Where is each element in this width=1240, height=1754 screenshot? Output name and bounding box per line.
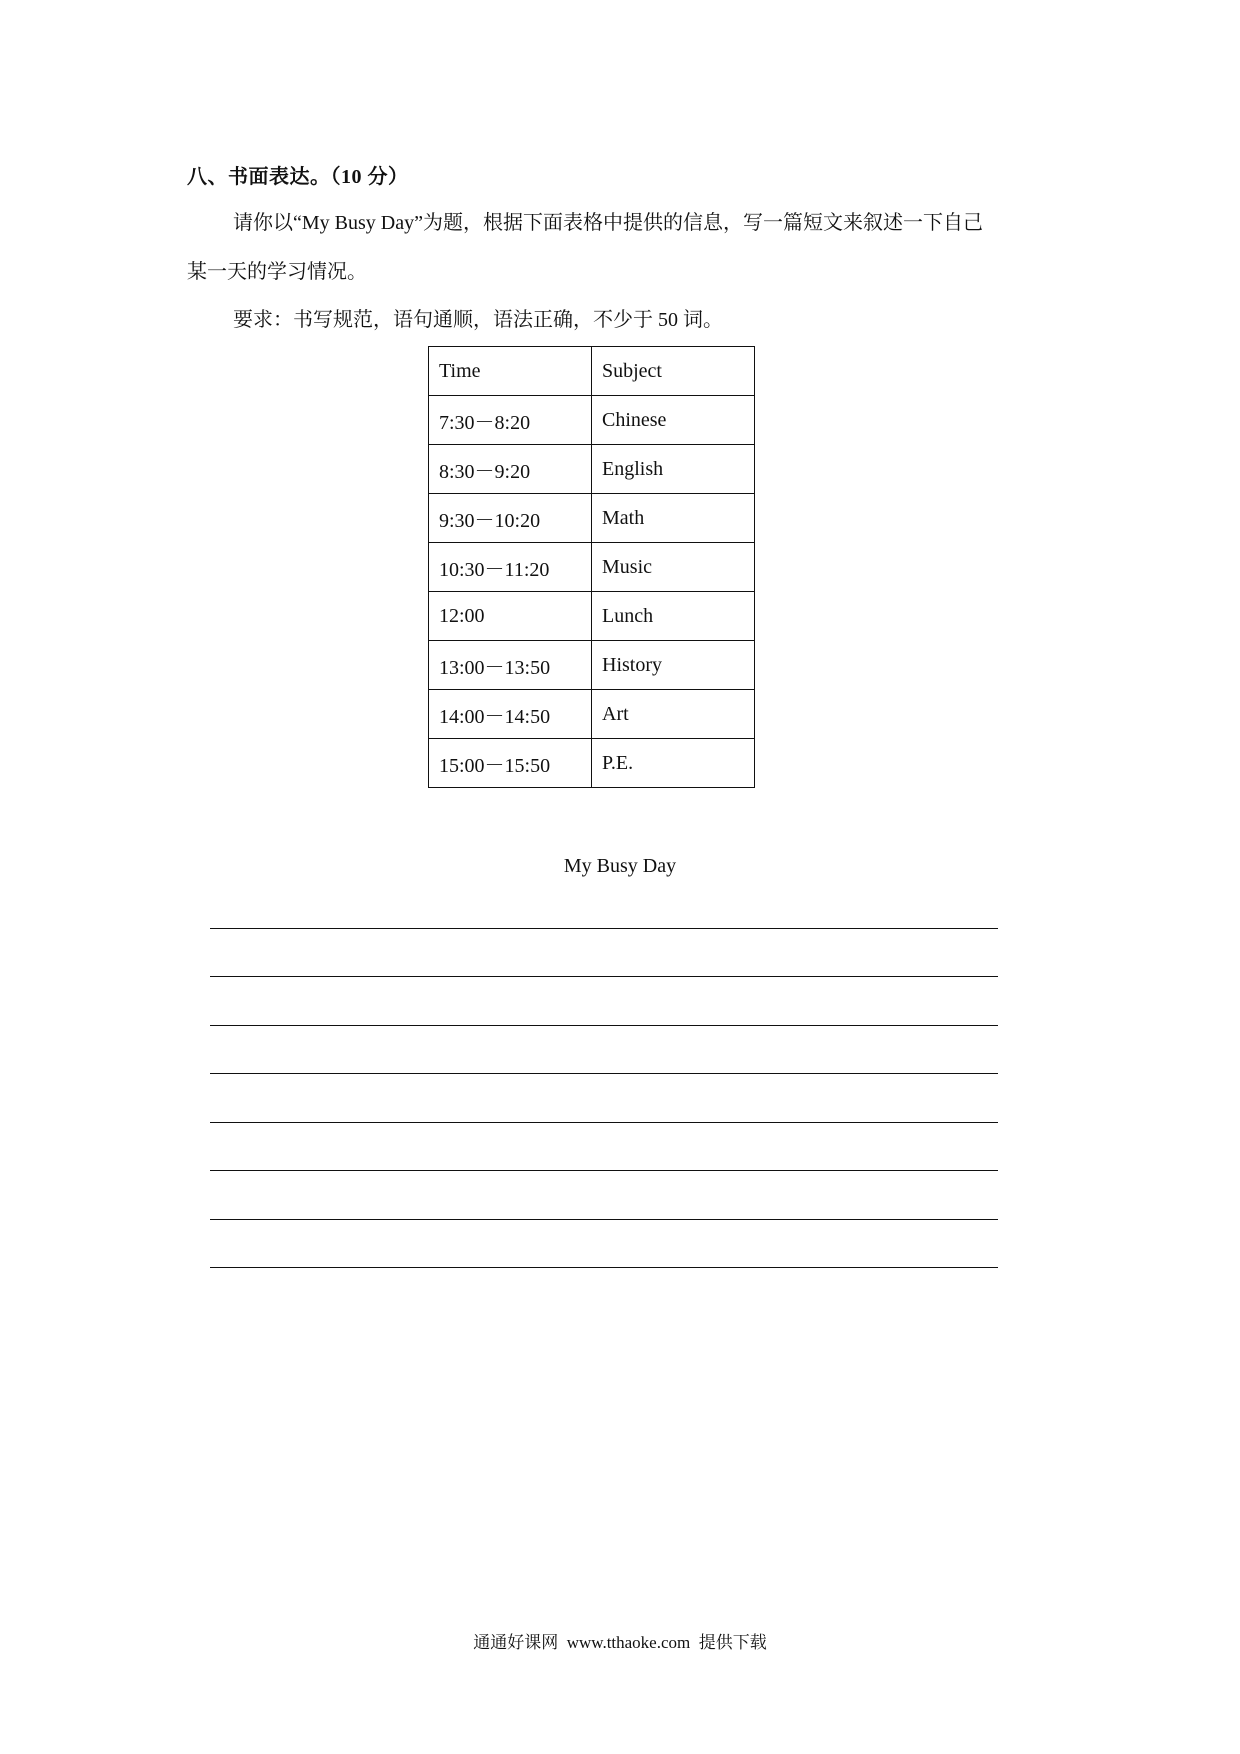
subject-cell: History xyxy=(592,641,755,690)
writing-line xyxy=(210,1171,998,1220)
subject-cell: P.E. xyxy=(592,739,755,788)
table-header-subject: Subject xyxy=(592,347,755,396)
instruction-line-1: 请你以“My Busy Day”为题，根据下面表格中提供的信息，写一篇短文来叙述一下自己 xyxy=(233,212,983,234)
subject-cell: English xyxy=(592,445,755,494)
writing-line xyxy=(210,1123,998,1172)
time-cell: 15:00－15:50 xyxy=(429,739,592,788)
time-cell: 13:00－13:50 xyxy=(429,641,592,690)
writing-line xyxy=(210,1074,998,1123)
subject-cell: Art xyxy=(592,690,755,739)
table-row xyxy=(429,396,755,445)
writing-line xyxy=(210,977,998,1026)
table-row xyxy=(429,739,755,788)
table-header-time: Time xyxy=(429,347,592,396)
table-row xyxy=(429,543,755,592)
table-row xyxy=(429,445,755,494)
table-header-row xyxy=(429,347,755,396)
writing-line xyxy=(210,1220,998,1269)
table-row xyxy=(429,494,755,543)
table-row xyxy=(429,592,755,641)
time-cell: 10:30－11:20 xyxy=(429,543,592,592)
writing-lines xyxy=(210,927,998,1268)
requirements-line: 要求：书写规范，语句通顺，语法正确，不少于 50 词。 xyxy=(233,309,723,331)
time-cell: 14:00－14:50 xyxy=(429,690,592,739)
subject-cell: Music xyxy=(592,543,755,592)
subject-cell: Math xyxy=(592,494,755,543)
time-cell: 12:00 xyxy=(429,592,592,641)
table-row xyxy=(429,690,755,739)
schedule-table xyxy=(428,346,755,788)
subject-cell: Lunch xyxy=(592,592,755,641)
time-cell: 8:30－9:20 xyxy=(429,445,592,494)
essay-title: My Busy Day xyxy=(563,855,677,877)
table-row xyxy=(429,641,755,690)
footer-text: 通通好课网 www.tthaoke.com 提供下载 xyxy=(473,1633,767,1652)
time-cell: 7:30－8:20 xyxy=(429,396,592,445)
instruction-line-2: 某一天的学习情况。 xyxy=(187,261,367,283)
writing-line xyxy=(210,1026,998,1075)
writing-line xyxy=(210,929,998,978)
section-heading: 八、书面表达。（10 分） xyxy=(187,166,409,188)
time-cell: 9:30－10:20 xyxy=(429,494,592,543)
subject-cell: Chinese xyxy=(592,396,755,445)
